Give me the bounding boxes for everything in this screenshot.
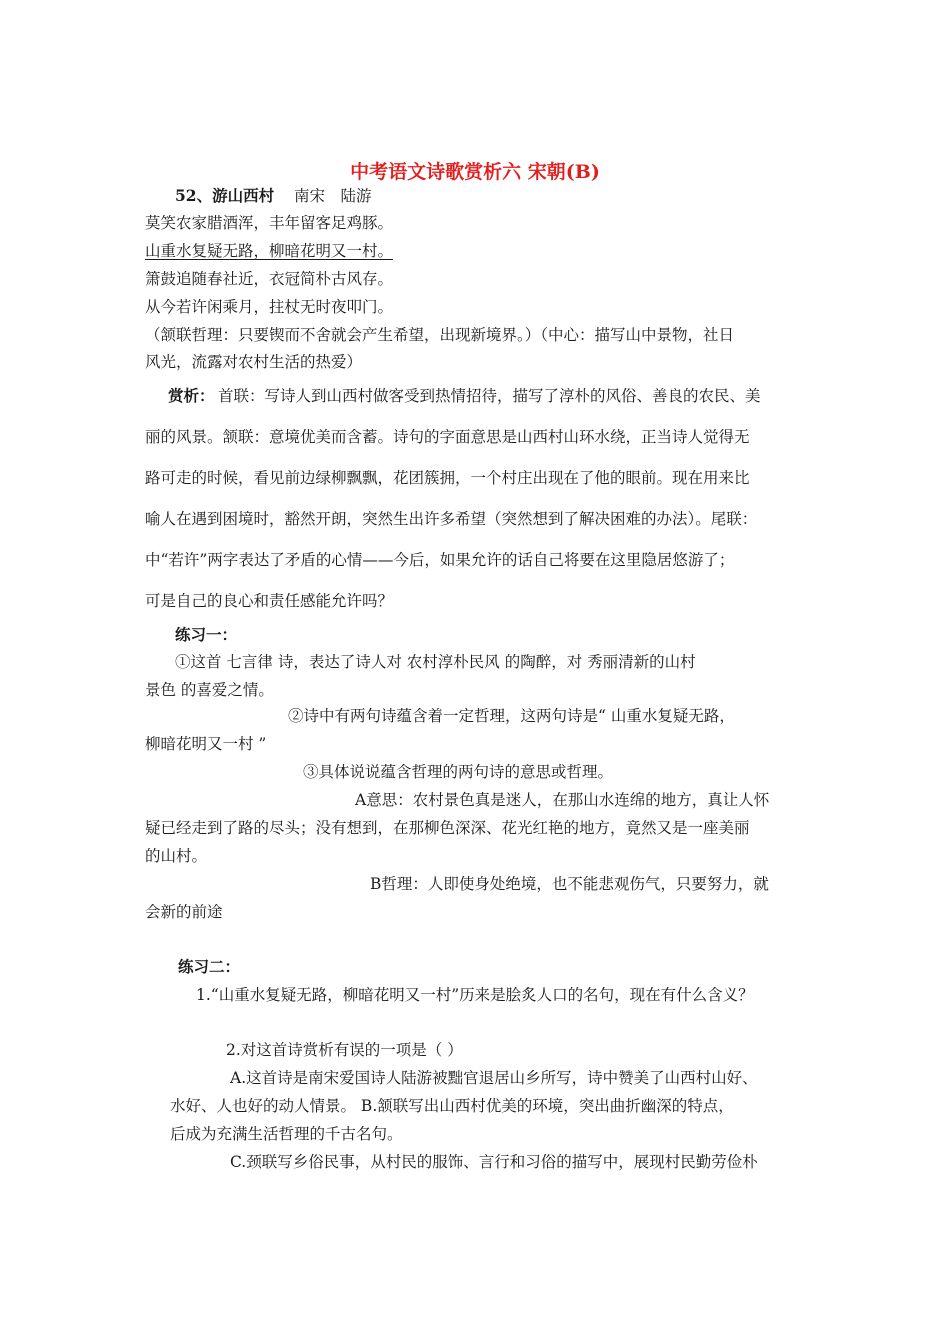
exercise1-line-5: ③具体说说蕴含哲理的两句诗的意思或哲理。 — [303, 763, 614, 781]
poem-title: 52、游山西村 — [175, 186, 275, 205]
poem-line-4: 从今若许闲乘月，拄杖无时夜叩门。 — [145, 298, 394, 316]
analysis-line-5: 中“若许”两字表达了矛盾的心情——今后，如果允许的话自己将要在这里隐居悠游了； — [145, 551, 735, 569]
exercise2-label: 练习二： — [178, 957, 241, 976]
analysis-line-6: 可是自己的良心和责任感能允许吗？ — [145, 592, 394, 610]
exercise1-line-1: ①这首 七言律 诗，表达了诗人对 农村淳朴民风 的陶醉，对 秀丽清新的山村 — [175, 653, 696, 671]
page-title: 中考语文诗歌赏析六 宋朝(B) — [350, 161, 600, 183]
poem-line-1: 莫笑农家腊酒浑，丰年留客足鸡豚。 — [145, 214, 394, 232]
exercise1-line-7: 疑已经走到了路的尽头；没有想到，在那柳色深深、花光红艳的地方，竟然又是一座美丽 — [145, 819, 750, 837]
exercise1-line-10: 会新的前途 — [145, 903, 223, 921]
exercise1-line-2: 景色 的喜爱之情。 — [145, 681, 274, 699]
analysis-line-1: 首联：写诗人到山西村做客受到热情招待，描写了淳朴的风俗、善良的农民、美 — [218, 387, 761, 405]
analysis-line-2: 丽的风景。颔联：意境优美而含蓄。诗句的字面意思是山西村山环水绕，正当诗人觉得无 — [145, 428, 750, 446]
exercise2-option-line-2: 水好、人也好的动人情景。 B.颔联写出山西村优美的环境，突出曲折幽深的特点， — [170, 1097, 734, 1115]
exercise2-option-line-3: 后成为充满生活哲理的千古名句。 — [170, 1125, 403, 1143]
poem-author: 南宋 陆游 — [294, 187, 372, 205]
poem-line-2: 山重水复疑无路，柳暗花明又一村。 — [145, 242, 394, 260]
analysis-line-3: 路可走的时候，看见前边绿柳飘飘，花团簇拥，一个村庄出现在了他的眼前。现在用来比 — [145, 469, 750, 487]
exercise2-option-line-4: C.颈联写乡俗民事，从村民的服饰、言行和习俗的描写中，展现村民勤劳俭朴 — [230, 1153, 758, 1171]
exercise1-line-9: B哲理：人即使身处绝境，也不能悲观伤气，只要努力，就 — [370, 875, 769, 893]
exercise2-option-line-1: A.这首诗是南宋爱国诗人陆游被黜官退居山乡所写，诗中赞美了山西村山好、 — [230, 1069, 758, 1087]
exercise1-line-4: 柳暗花明又一村 ” — [145, 735, 267, 753]
exercise1-line-8: 的山村。 — [145, 847, 208, 865]
poem-line-3: 箫鼓追随春社近，衣冠简朴古风存。 — [145, 270, 394, 288]
exercise1-label: 练习一： — [175, 625, 238, 644]
exercise2-question-1: 1.“山重水复疑无路，柳暗花明又一村”历来是脍炙人口的名句，现在有什么含义？ — [196, 986, 754, 1004]
analysis-label: 赏析： — [168, 386, 215, 405]
poem-note-line-2: 风光，流露对农村生活的热爱） — [145, 353, 363, 371]
poem-note-line-1: （颔联哲理：只要锲而不舍就会产生希望，出现新境界。）（中心：描写山中景物，社日 — [145, 326, 735, 344]
exercise1-line-3: ②诗中有两句诗蕴含着一定哲理，这两句诗是“ 山重水复疑无路， — [288, 707, 735, 725]
exercise1-line-6: A意思：农村景色真是迷人，在那山水连绵的地方，真让人怀 — [355, 791, 770, 809]
analysis-line-4: 喻人在遇到困境时，豁然开朗，突然生出许多希望（突然想到了解决困难的办法）。尾联： — [145, 510, 758, 528]
exercise2-question-2: 2.对这首诗赏析有误的一项是（ ） — [226, 1041, 463, 1059]
